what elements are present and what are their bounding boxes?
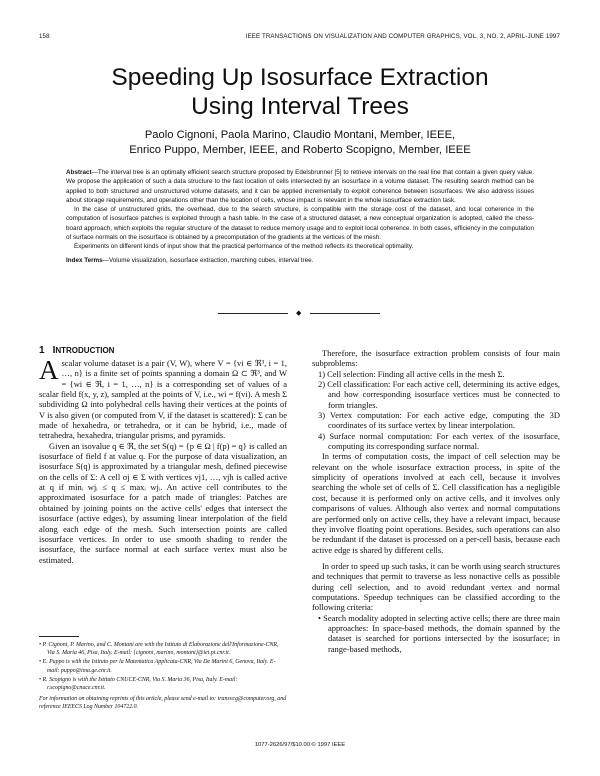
criteria-list [312,613,560,654]
divider-line-right [310,313,380,314]
page-number: 158 [39,33,50,40]
index-terms-text: —Volume visualization, isosurface extraction, marching cubes, interval tree. [102,256,314,264]
abstract-text-1: —The interval tree is an optimally efficient search structure proposed by Edelsbrunner [5] to retrieve intervals on the real line that contain a given query value. We propose the application of such a data structure to the fast location of cells intersected by an isosurface in a volume dataset. The resulting search method can be applied to both structured and unstructured volume datasets, and it can be applied incrementally to exploit coherence between isosurfaces. We also address issues about storage requirements, and operations other than the location of cells, whose impact is relevant in the whole isosurface extraction task. [66,169,534,204]
right-paragraph-3: In order to speed up such tasks, it can be worth using search structures and techniques that permit to traverse as less nonactive cells as possible during cell selection, and to avoid redundant vertex and normal computations. Speedup techniques can be classified according to the following criteria: [312,560,560,613]
right-paragraph-1: Therefore, the isosurface extraction problem consists of four main subproblems: [312,348,560,369]
footnote-item: • R. Scopigno is with the Istituto CNUCE-CNR, Via S. Maria 36, Pisa, Italy. E-mail: r.scopigno@cnuce.cnr.it. [39,676,238,692]
abstract-paragraph-2: In the case of unstructured grids, the overhead, due to the search structure, is compatible with the storage cost of the dataset, and local coherence in the computation of isosurface patches is exploited through a hash table. In the case of a structured dataset, a new conceptual organization is adopted, called the chess-board approach, which exploits the regular structure of the dataset to reduce memory usage and to exploit local coherence. In both cases, efficiency in the computation of surface normals on the isosurface is obtained by a precomputation of the gradients at the vertices of the mesh. [66,206,534,242]
section-title-rest: NTRODUCTION [55,346,115,355]
paper-title [0,63,600,121]
index-terms-label: Index Terms [66,256,103,264]
drop-cap: A [39,355,59,385]
section-title-initial: I [52,345,56,356]
right-paragraph-2: In terms of computation costs, the impact of cell selection may be relevant on the whole isosurface extraction process, in spite of the simplicity of operations involved at each cell, because it involves searching the whole set of cells of Σ. Cell classification has a negligible cost, because it is performed only on active cells, and it involves only comparisons of values. Although also vertex and normal computations are performed only on active cells, they have a relevant impact, because they involve floating point operations. Besides, such operations can also be redundant if the dataset is processed on a per-cell basis, because each active edge is shared by different cells. [312,451,560,555]
index-terms [66,256,534,265]
abstract-paragraph-3: Experiments on different kinds of input show that the practical performance of the method reflects its theoretical optimality. [74,243,414,251]
section-number: 1 [39,345,45,356]
footnotes [39,636,287,713]
divider-line-left [218,313,288,314]
journal-header: IEEE TRANSACTIONS ON VISUALIZATION AND COMPUTER GRAPHICS, VOL. 3, NO. 2, APRIL-JUNE 1997 [245,33,560,40]
abstract-paragraph-1 [66,168,534,205]
reprints-note: For information on obtaining reprints of this article, please send e-mail to: transvcg@computer.org, and reference IEEECS Log Number 104722.0. [39,696,287,711]
intro-paragraph-1 [39,355,287,441]
intro-text-1: scalar volume dataset is a pair (V, W), where V = {vi ∈ ℜ³, i = 1, …, n} is a finite set of points spanning a domain Ω ⊂ ℜ³, and W = {wi ∈ ℜ, i = 1, …, n} is a corresponding set of values of a scalar field f(x, y, z), sampled at the points of V, i.e., wi = f(vi). A mesh Σ subdividing Ω into polyhedral cells having their vertices at the points of V is also given (or computed from V, if the dataset is scattered): Σ can be made of hexahedra, or tetrahedra, or it can be hybrid, i.e., made of tetrahedra, hexahedra, triangular prisms, and pyramids. [39,358,287,441]
author-list [0,128,600,158]
left-column [39,355,287,565]
list-item: 4) Surface normal computation: For each vertex of the isosurface, computing its corresponding surface normal. [318,430,560,452]
footnote-item: • P. Cignoni, P. Marino, and C. Montani are with the Istituto di Elaborazione dell'Informazione-CNR, Via S. Maria 46, Pisa, Italy. E-mail: {cignoni, marino, montani}@iei.pi.cnr.it. [39,642,279,657]
list-item: 1) Cell selection: Finding all active cells in the mesh Σ. [318,368,505,379]
footnote-item: • E. Puppo is with the Istituto per la Matematica Applicata-CNR, Via De Marini 6, Genova, Italy. E-mail: puppo@ima.ge.cnr.it. [39,659,276,674]
right-column [312,348,560,654]
authors-line-1: Paolo Cignoni, Paola Marino, Claudio Montani, Member, IEEE, [144,129,456,141]
footnote-rule [39,636,79,637]
abstract-label: Abstract [66,169,92,176]
list-item: 3) Vertex computation: For each active edge, computing the 3D coordinates of its surface vertex by linear interpolation. [318,410,560,431]
copyright-footer: 1077-2626/97/$10.00 © 1997 IEEE [254,742,346,748]
list-item: • Search modality adopted in selecting active cells; there are three main approaches: In space-based methods, the domain spanned by the dataset is searched for portions intersected by the isosurface; in range-based methods, [318,612,560,654]
title-line-2: Using Interval Trees [191,93,409,120]
title-line-1: Speeding Up Isosurface Extraction [111,64,489,91]
authors-line-2: Enrico Puppo, Member, IEEE, and Roberto Scopigno, Member, IEEE [129,144,471,156]
subproblem-list [312,369,560,452]
abstract-block [66,168,534,265]
divider-diamond: ◆ [296,309,302,317]
list-item: 2) Cell classification: For each active cell, determining its active edges, and how corresponding isosurface vertices must be connected to form triangles. [318,379,560,410]
intro-paragraph-2: Given an isovalue q ∈ ℜ, the set S(q) = {p ∈ Ω | f(p) = q} is called an isosurface of field f at value q. For the purpose of data visualization, an isosurface S(q) is approximated by a triangular mesh, defined piecewise on the cells of Σ: A cell σj ∈ Σ with vertices vj1, …, vjh is called active at q if minᵢ wjᵢ ≤ q ≤ maxᵢ wjᵢ. An active cell contributes to the approximated isosurface for a patch made of triangles: Patches are obtained by joining points on the active cells' edges that intersect the isosurface (active edges), by assuming linear interpolation of the field along each edge of the mesh. Such intersection points are called isosurface vertices. In order to use smooth shading to render the isosurface, the surface normal at each surface vertex must also be estimated. [39,440,287,565]
